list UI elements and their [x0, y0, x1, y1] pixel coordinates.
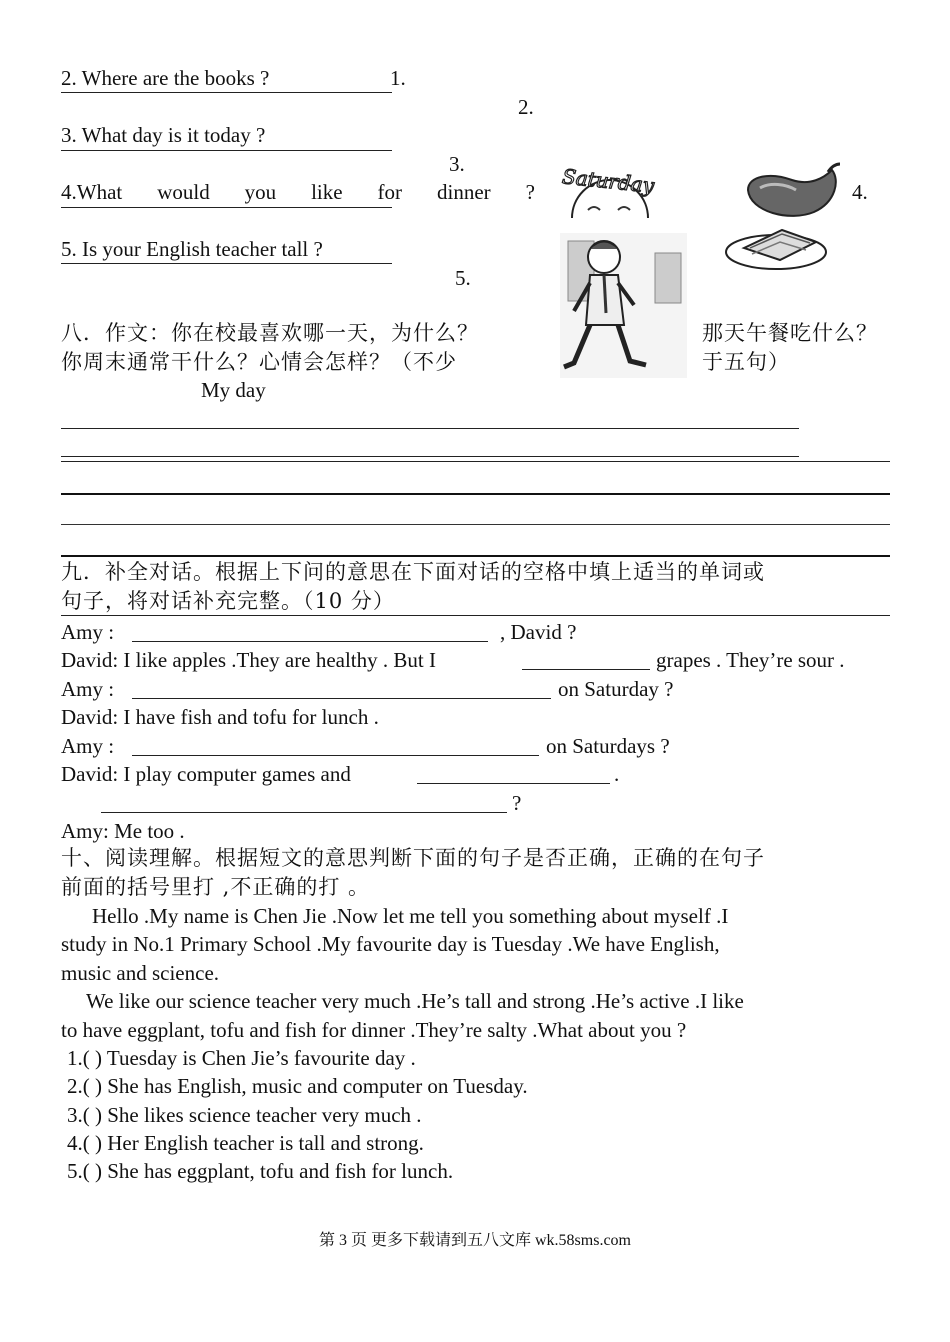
passage-paragraph-1-line-1: Hello .My name is Chen Jie .Now let me tell you something about myself .I	[92, 904, 729, 928]
judgement-item-5[interactable]: 5.( ) She has eggplant, tofu and fish for lunch.	[67, 1159, 454, 1183]
picture-number-3: 3.	[449, 152, 465, 176]
writing-line-4[interactable]	[61, 493, 890, 495]
judgement-item-4[interactable]: 4.( ) Her English teacher is tall and strong.	[67, 1131, 424, 1155]
dialogue-line-1-end: , David ?	[500, 620, 577, 644]
dialogue-line-7-end: ?	[512, 791, 522, 815]
composition-prompt-line-2-end: 于五句）	[702, 350, 790, 374]
dialogue-line-5-speaker: Amy :	[61, 734, 115, 758]
answer-blank-q5[interactable]	[61, 263, 392, 264]
dialogue-line-3-end: on Saturday ?	[558, 677, 674, 701]
writing-line-1[interactable]	[61, 428, 799, 429]
picture-number-5: 5.	[455, 266, 471, 290]
dialogue-line-4: David: I have fish and tofu for lunch .	[61, 705, 379, 729]
question-2: 2. Where are the books ?	[61, 66, 270, 90]
question-4-word: ?	[525, 180, 535, 204]
question-4-word: 4.What	[61, 180, 123, 204]
question-4-word: you	[244, 180, 277, 204]
section-9-rule	[61, 615, 890, 616]
picture-number-4: 4.	[852, 180, 868, 204]
answer-blank-q4[interactable]	[61, 207, 392, 208]
dialogue-line-2-end: grapes . They’re sour .	[656, 648, 845, 672]
dialogue-blank-6[interactable]	[101, 812, 507, 813]
composition-prompt-line-1-end: 那天午餐吃什么？	[702, 321, 878, 345]
dialogue-blank-1[interactable]	[132, 641, 488, 642]
composition-prompt-line-1: 八．作文：你在校最喜欢哪一天，为什么？	[61, 321, 479, 345]
page-footer: 第 3 页 更多下载请到五八文库 wk.58sms.com	[318, 1232, 631, 1249]
dialogue-blank-4[interactable]	[132, 755, 539, 756]
teacher-walking-picture	[560, 233, 687, 378]
dialogue-line-1-speaker: Amy :	[61, 620, 115, 644]
writing-line-3[interactable]	[61, 461, 890, 462]
section-10-heading-line-2: 前面的括号里打 ,不正确的打 。	[61, 875, 371, 899]
dialogue-line-3-speaker: Amy :	[61, 677, 115, 701]
dialogue-blank-3[interactable]	[132, 698, 551, 699]
question-4	[61, 182, 535, 203]
dialogue-blank-5[interactable]	[417, 783, 610, 784]
saturday-sun-picture	[558, 158, 662, 218]
question-3: 3. What day is it today ?	[61, 123, 266, 147]
writing-line-5[interactable]	[61, 524, 890, 525]
question-4-word: dinner	[437, 180, 491, 204]
saturday-sign-text: Saturday	[561, 164, 656, 198]
section-9-heading-line-2: 句子，将对话补充完整。（10 分）	[61, 589, 395, 613]
question-4-word: like	[311, 180, 343, 204]
section-10-heading-line-1: 十、阅读理解。根据短文的意思判断下面的句子是否正确，正确的在句子	[61, 846, 765, 870]
picture-number-1: 1.	[390, 66, 406, 90]
judgement-item-3[interactable]: 3.( ) She likes science teacher very much .	[67, 1103, 422, 1127]
question-4-word: would	[157, 180, 210, 204]
writing-line-2[interactable]	[61, 456, 799, 457]
answer-blank-q2[interactable]	[61, 92, 392, 93]
question-5: 5. Is your English teacher tall ?	[61, 237, 323, 261]
picture-number-2: 2.	[518, 95, 534, 119]
dialogue-line-8: Amy: Me too .	[61, 819, 185, 843]
passage-paragraph-1-line-2: study in No.1 Primary School .My favourite day is Tuesday .We have English,	[61, 932, 720, 956]
dialogue-line-2-text: David: I like apples .They are healthy . But I	[61, 648, 436, 672]
section-9-heading-line-1: 九．补全对话。根据上下问的意思在下面对话的空格中填上适当的单词或	[61, 560, 765, 584]
composition-title: My day	[201, 378, 266, 402]
passage-paragraph-2-line-1: We like our science teacher very much .He’s tall and strong .He’s active .I like	[86, 989, 744, 1013]
tofu-plate-picture	[722, 220, 830, 272]
writing-line-6[interactable]	[61, 555, 890, 557]
dialogue-line-6-end: .	[614, 762, 620, 786]
passage-paragraph-2-line-2: to have eggplant, tofu and fish for dinner .They’re salty .What about you ?	[61, 1018, 687, 1042]
dialogue-line-6-text: David: I play computer games and	[61, 762, 351, 786]
judgement-item-2[interactable]: 2.( ) She has English, music and computer on Tuesday.	[67, 1074, 528, 1098]
dialogue-line-5-end: on Saturdays ?	[546, 734, 670, 758]
composition-prompt-line-2: 你周末通常干什么？心情会怎样？（不少	[61, 350, 457, 374]
answer-blank-q3[interactable]	[61, 150, 392, 151]
eggplant-picture	[740, 162, 844, 220]
question-4-word: for	[377, 180, 403, 204]
judgement-item-1[interactable]: 1.( ) Tuesday is Chen Jie’s favourite day .	[67, 1046, 416, 1070]
passage-paragraph-1-line-3: music and science.	[61, 961, 220, 985]
dialogue-blank-2[interactable]	[522, 669, 650, 670]
